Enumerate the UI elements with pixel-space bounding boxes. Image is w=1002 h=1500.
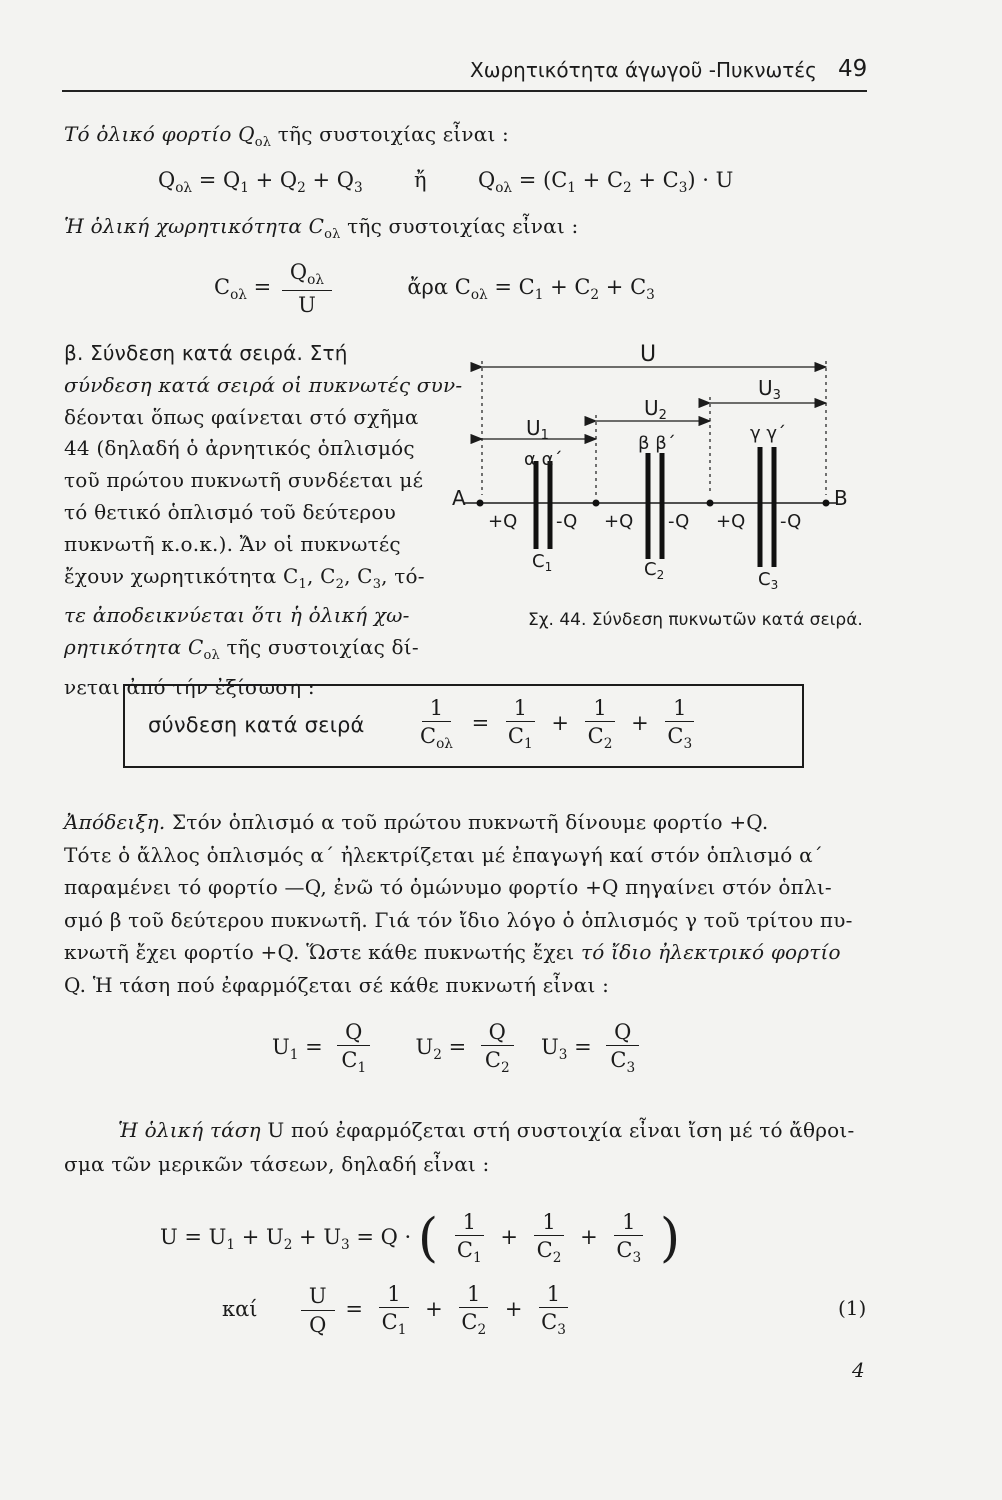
label-c2: $C_2$ (644, 559, 665, 582)
series-line: 44 (δηλαδή ὁ ἀρνητικός ὁπλισμός (64, 436, 415, 461)
label-plates-a: α α΄ (524, 449, 563, 470)
series-line: σύνδεση κατά σειρά οἱ πυκνωτές συν- (64, 372, 463, 397)
series-line: δέονται ὅπως φαίνεται στό σχῆμα (64, 404, 419, 429)
equation-number: (1) (838, 1296, 867, 1320)
proof-line: Ἀπόδειξη. Στόν ὁπλισμό α τοῦ πρώτου πυκνωτῆ δίνουμε φορτίο +Q. (64, 810, 769, 834)
total-voltage-line-2: σμα τῶν μερικῶν τάσεων, δηλαδή εἶναι : (64, 1152, 490, 1176)
total-charge-equation: $Q_{o\lambda} = Q_1 + Q_2 + Q_3$ ἤ $Q_{o\lambda} = (C_1 + C_2 + C_3) \cdot U$ (158, 168, 734, 197)
label-u-total: U (640, 342, 657, 367)
series-heading-line: β. Σύνδεση κατά σειρά. Στή (64, 341, 348, 365)
series-text (64, 338, 462, 704)
label-u1: $U_1$ (526, 416, 549, 443)
series-line: τοῦ πρώτου πυκνωτῆ συνδέεται μέ (64, 468, 424, 493)
label-u2: $U_2$ (644, 396, 667, 423)
total-capacitance-intro: Ἡ ὁλική χωρητικότητα $C_{o\lambda}$ τῆς συστοιχίας εἶναι : (64, 214, 579, 242)
label-u3: $U_3$ (758, 376, 781, 403)
label-c1: $C_1$ (532, 551, 553, 574)
series-line: τό θετικό ὁπλισμό τοῦ δεύτερου (64, 499, 396, 524)
signature-mark: 4 (852, 1358, 865, 1382)
series-line: τε ἀποδεικνύεται ὅτι ἡ ὁλική χω- (64, 603, 410, 628)
series-formula-label: σύνδεση κατά σειρά (148, 713, 365, 737)
series-line: πυκνωτῆ κ.ο.κ.). Ἄν οἱ πυκνωτές (64, 531, 401, 556)
label-node-a: A (452, 486, 466, 510)
series-formula: $\frac{1}{C_{o\lambda}}$ = $\frac{1}{C_1}$ + $\frac{1}{C_2}$ + $\frac{1}{C_3}$ (408, 696, 704, 753)
proof-line: παραμένει τό φορτίο —Q, ἐνῶ τό ὁμώνυμο φορτίο +Q πηγαίνει στόν ὁπλι- (64, 875, 832, 900)
series-capacitor-figure (440, 335, 860, 625)
charge-label: +Q (716, 511, 746, 532)
total-charge-intro: Τό ὁλικό φορτίο $Q_{o\lambda}$ τῆς συστοιχίας εἶναι : (64, 122, 509, 150)
proof-line: Τότε ὁ ἄλλος ὁπλισμός α΄ ἠλεκτρίζεται μέ ἐπαγωγή καί στόν ὁπλισμό α΄ (64, 842, 823, 867)
page-number: 49 (838, 56, 868, 82)
charge-label: -Q (668, 511, 690, 532)
total-voltage-line-1: Ἡ ὁλική τάση U πού ἐφαρμόζεται στή συστοιχία εἶναι ἴση μέ τό ἄθροι- (118, 1118, 855, 1142)
proof-line: Q. Ἡ τάση πού ἐφαρμόζεται σέ κάθε πυκνωτή εἶναι : (64, 972, 610, 997)
voltage-equations: $U_1$ = $\frac{Q}{C_1}$ $U_2$ = $\frac{Q}{C_2}$ $U_3$ = $\frac{Q}{C_3}$ (272, 1020, 647, 1077)
figure-caption: Σχ. 44. Σύνδεση πυκνωτῶν κατά σειρά. (528, 610, 863, 630)
charge-label: +Q (488, 511, 518, 532)
proof-line: κνωτῆ ἔχει φορτίο +Q. Ὥστε κάθε πυκνωτής ἔχει τό ἴδιο ἠλεκτρικό φορτίο (64, 940, 841, 965)
charge-label: +Q (604, 511, 634, 532)
label-plates-c: γ γ΄ (750, 423, 787, 444)
series-line: ρητικότητα $C_{o\lambda}$ τῆς συστοιχίας δί- (64, 635, 419, 664)
label-c3: $C_3$ (758, 569, 779, 592)
proof-line: σμό β τοῦ δεύτερου πυκνωτῆ. Γιά τόν ἴδιο λόγο ὁ ὁπλισμός γ τοῦ τρίτου πυ- (64, 907, 853, 932)
charge-label: -Q (556, 511, 578, 532)
header-rule (62, 90, 867, 92)
series-line: ἔχουν χωρητικότητα $C_1$, $C_2$, $C_3$, τό- (64, 563, 425, 592)
label-node-b: B (834, 486, 848, 510)
running-title: Χωρητικότητα άγωγοῦ -Πυκνωτές (470, 58, 817, 82)
total-capacitance-equation: $C_{o\lambda}$ = $\frac{Q_{o\lambda}}{U}$ ἄρα $C_{o\lambda} = C_1 + C_2 + C_3$ (214, 260, 655, 317)
label-plates-b: β β΄ (638, 433, 676, 454)
final-equation: καί $\frac{U}{Q}$ = $\frac{1}{C_1}$ + $\frac{1}{C_2}$ + $\frac{1}{C_3}$ (222, 1282, 578, 1339)
charge-label: -Q (780, 511, 802, 532)
proof-text (64, 806, 853, 1002)
voltage-sum-equation: $U = U_1 + U_2 + U_3 = Q$ · ( $\frac{1}{C_1}$ + $\frac{1}{C_2}$ + $\frac{1}{C_3}$ ) (160, 1208, 681, 1269)
series-line: νεται ἀπό τήν ἐξίσωση : (64, 674, 315, 699)
